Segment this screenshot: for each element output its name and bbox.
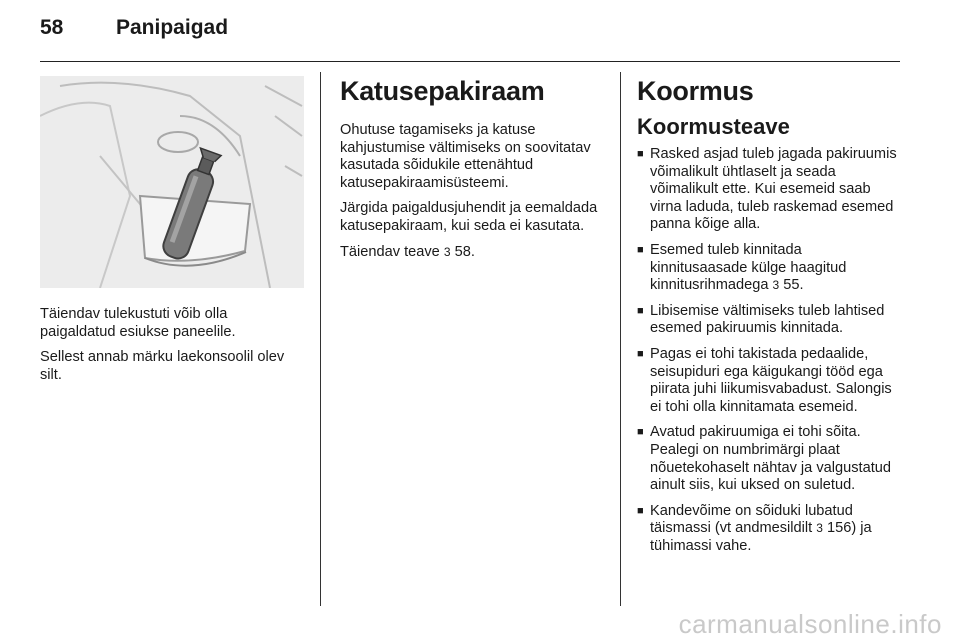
- bullet-icon: ■: [637, 148, 644, 160]
- page-number: 58: [40, 16, 64, 39]
- bullet-icon: ■: [637, 426, 644, 439]
- list-item: ■ Libisemise vältimiseks tuleb lahtised esemed pakiruumis kinnitada.: [637, 302, 885, 337]
- column-divider-right: [620, 72, 621, 606]
- section-heading-load: Koormus: [637, 76, 754, 106]
- fire-extinguisher-illustration: [40, 76, 304, 288]
- right-column: [637, 74, 902, 563]
- bullet-icon: ■: [637, 243, 644, 256]
- caption-extinguisher: Täiendav tulekustuti võib olla paigaldatud esiukse paneelile.: [40, 306, 236, 340]
- middle-column: [340, 74, 605, 269]
- page-ref-arrow-icon: 3: [772, 278, 780, 293]
- load-info-list: [637, 146, 902, 555]
- bullet-icon: ■: [637, 504, 644, 517]
- header-rule: [40, 61, 900, 62]
- left-column: [40, 74, 306, 392]
- list-item: ■ Esemed tuleb kinnitada kinnitusaasade külge haagitud kinnitusrihmadega 3 55.: [637, 241, 847, 294]
- watermark: carmanualsonline.info: [678, 609, 942, 639]
- chapter-title: Panipaigad: [116, 16, 229, 39]
- more-info-page: 58.: [454, 243, 475, 260]
- more-info-line: [340, 244, 605, 262]
- bullet-icon: ■: [637, 347, 644, 360]
- section-heading-roof-rack: Katusepakiraam: [340, 76, 545, 106]
- roof-rack-paragraph-1: Ohutuse tagamiseks ja katuse kahjustumise vältimiseks on soovitatav kasutada sõidukile ettenähtud katusepakiraamisüsteemi.: [340, 122, 591, 191]
- page-header: [40, 16, 228, 46]
- more-info-text: Täiendav teave: [340, 243, 440, 260]
- bullet-icon: ■: [637, 304, 644, 317]
- list-item: ■ Avatud pakiruumiga ei tohi sõita. Pealegi on numbrimärgi plaat nõuetekohaselt nähtav ja valgustatud ainult siis, kui uksed on suletud.: [637, 424, 891, 494]
- subheading-load-info: Koormusteave: [637, 114, 790, 139]
- page-ref-arrow-icon: 3: [443, 244, 451, 259]
- caption-label: Sellest annab märku laekonsoolil olev silt.: [40, 349, 285, 383]
- page-ref-arrow-icon: 3: [816, 521, 823, 536]
- list-item: ■ Rasked asjad tuleb jagada pakiruumis võimalikult ühtlaselt ja seada võimalikult ette. Kui esemeid saab virna laduda, tuleb raskemad esemed panna kõige alla.: [637, 146, 897, 233]
- column-divider-left: [320, 72, 321, 606]
- list-item: ■ Kandevõime on sõiduki lubatud täismassi (vt andmesildilt 3 156) ja tühimassi vahe.: [637, 502, 872, 554]
- list-item: ■ Pagas ei tohi takistada pedaalide, seisupiduri ega käigukangi tööd ega piirata juhi liikumisvabadust. Salongis ei tohi olla kinnitamata esemeid.: [637, 345, 892, 415]
- roof-rack-paragraph-2: Järgida paigaldusjuhendit ja eemaldada katusepakiraam, kui seda ei kasutata.: [340, 200, 598, 234]
